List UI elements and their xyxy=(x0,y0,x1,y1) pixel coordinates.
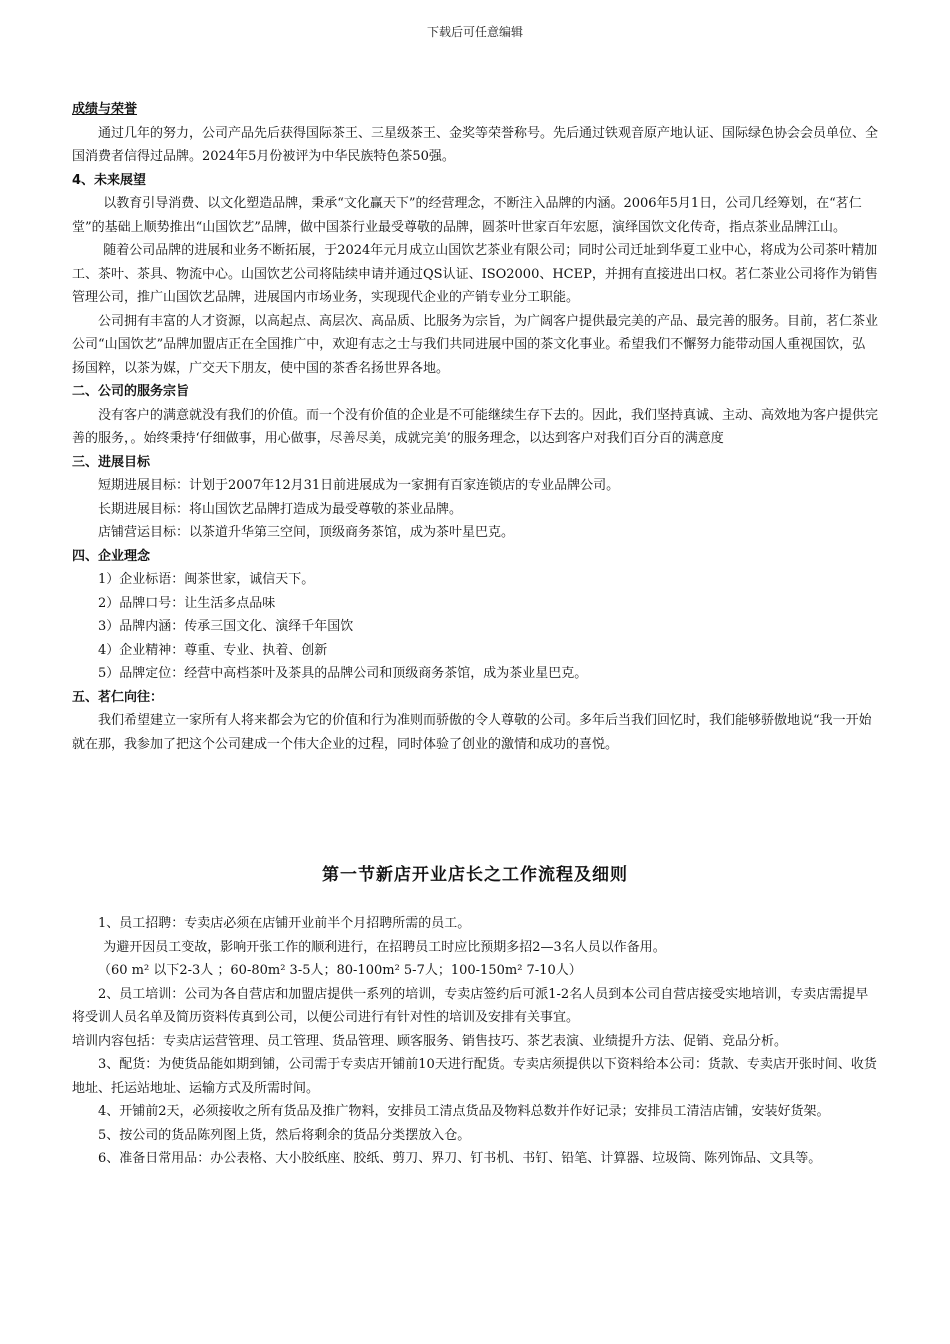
procedure-paragraph: 2、员工培训：公司为各自营店和加盟店提供一系列的培训，专卖店签约后可派1-2名人员到本公司自营店接受实地培训，专卖店需提早将受训人员名单及简历资料传真到公司，以便公司进行有针对性的培训及安排有关事宜。 xyxy=(72,986,869,1025)
procedure-paragraph: 培训内容包括：专卖店运营管理、员工管理、货品管理、顾客服务、销售技巧、茶艺表演、业绩提升方法、促销、竞品分析。 xyxy=(72,1033,788,1049)
heading-vision: 五、茗仁向往： xyxy=(72,689,164,705)
procedure-paragraph: 4、开铺前2天，必须接收之所有货品及推广物料，安排员工清点货品及物料总数并作好记录；安排员工清洁店铺，安装好货架。 xyxy=(98,1104,830,1119)
idea-item: 2）品牌口号：让生活多点品味 xyxy=(98,595,276,611)
section-title: 第一节新店开业店长之工作流程及细则 xyxy=(322,865,628,885)
paragraph-future-1: 以教育引导消费、以文化塑造品牌，秉承“文化赢天下”的经营理念，不断注入品牌的内涵。2006年5月1日，公司几经筹划，在“茗仁堂”的基础上顺势推出“山国饮艺”品牌，做中国茶行业最受尊敬的品牌，圆茶叶世家百年宏愿，演绎国饮文化传奇，指点茶业品牌江山。 xyxy=(72,196,862,235)
idea-item: 5）品牌定位：经营中高档茶叶及茶具的品牌公司和顶级商务茶馆，成为茶业星巴克。 xyxy=(98,666,588,681)
procedure-paragraph: 为避开因员工变故，影响开张工作的顺利进行，在招聘员工时应比预期多招2—3名人员以作备用。 xyxy=(103,939,666,955)
paragraph-future-3: 公司拥有丰富的人才资源，以高起点、高层次、高品质、比服务为宗旨，为广阔客户提供最完美的产品、最完善的服务。目前，茗仁茶业公司“山国饮艺”品牌加盟店正在全国推广中，欢迎有志之士与我们共同进展中国的茶文化事业。希望我们不懈努力能带动国人重视国饮，弘扬国粹，以茶为媒，广交天下朋友，使中国的茶香名扬世界各地。 xyxy=(72,313,879,376)
page-header: 下载后可任意编辑 xyxy=(426,25,523,39)
heading-honor: 成绩与荣誉 xyxy=(72,102,138,117)
paragraph-vision: 我们希望建立一家所有人将来都会为它的价值和行为准则而骄傲的令人尊敬的公司。多年后当我们回忆时，我们能够骄傲地说“我一开始就在那，我参加了把这个公司建成一个伟大企业的过程，同时体验了创业的激情和成功的喜悦。 xyxy=(72,713,872,752)
goal-item: 短期进展目标：计划于2007年12月31日前进展成为一家拥有百家连锁店的专业品牌公司。 xyxy=(98,478,620,493)
heading-goals: 三、进展目标 xyxy=(72,454,151,470)
idea-item: 4）企业精神：尊重、专业、执着、创新 xyxy=(98,642,328,658)
company-profile xyxy=(72,98,878,756)
heading-service: 二、公司的服务宗旨 xyxy=(72,384,190,399)
procedure-paragraph: （60 m² 以下2-3人 ；60-80m² 3-5人；80-100m² 5-7人；100-150m² 7-10人） xyxy=(98,963,582,978)
opening-procedure xyxy=(72,912,878,1171)
idea-item: 1）企业标语：闽茶世家，诚信天下。 xyxy=(98,572,315,587)
procedure-paragraph: 6、准备日常用品：办公表格、大小胶纸座、胶纸、剪刀、界刀、钉书机、书钉、铅笔、计算器、垃圾筒、陈列饰品、文具等。 xyxy=(98,1151,822,1166)
goal-item: 长期进展目标：将山国饮艺品牌打造成为最受尊敬的茶业品牌。 xyxy=(98,501,463,517)
paragraph-honor: 通过几年的努力，公司产品先后获得国际茶王、三星级茶王、金奖等荣誉称号。先后通过铁观音原产地认证、国际绿色协会会员单位、全国消费者信得过品牌。2024年5月份被评为中华民族特色茶50强。 xyxy=(72,125,879,164)
heading-idea: 四、企业理念 xyxy=(72,548,151,564)
paragraph-service: 没有客户的满意就没有我们的价值。而一个没有价值的企业是不可能继续生存下去的。因此，我们坚持真诚、主动、高效地为客户提供完善的服务，。始终秉持‘仔细做事，用心做事，尽善尽美，成就完美’的服务理念，以达到客户对我们百分百的满意度 xyxy=(72,407,879,446)
procedure-paragraph: 1、员工招聘：专卖店必须在店铺开业前半个月招聘所需的员工。 xyxy=(98,916,471,931)
procedure-paragraph: 3、配货：为使货品能如期到铺，公司需于专卖店开铺前10天进行配货。专卖店须提供以下资料给本公司：货款、专卖店开张时间、收货地址、托运站地址、运输方式及所需时间。 xyxy=(72,1057,877,1096)
goal-item: 店铺营运目标：以茶道升华第三空间，顶级商务茶馆，成为茶叶星巴克。 xyxy=(98,525,515,540)
procedure-paragraph: 5、按公司的货品陈列图上货，然后将剩余的货品分类摆放入仓。 xyxy=(98,1127,471,1143)
paragraph-future-2: 随着公司品牌的进展和业务不断拓展，于2024年元月成立山国饮艺茶业有限公司；同时公司迁址到华夏工业中心，将成为公司茶叶精加工、茶叶、茶具、物流中心。山国饮艺公司将陆续申请并通过QS认证、ISO2000、HCEP，并拥有直接进出口权。茗仁茶业公司将作为销售管理公司，推广山国饮艺品牌，进展国内市场业务，实现现代企业的产销专业分工职能。 xyxy=(72,243,878,305)
heading-future: 4、未来展望 xyxy=(72,172,147,188)
idea-item: 3）品牌内涵：传承三国文化、演绎千年国饮 xyxy=(98,619,354,634)
